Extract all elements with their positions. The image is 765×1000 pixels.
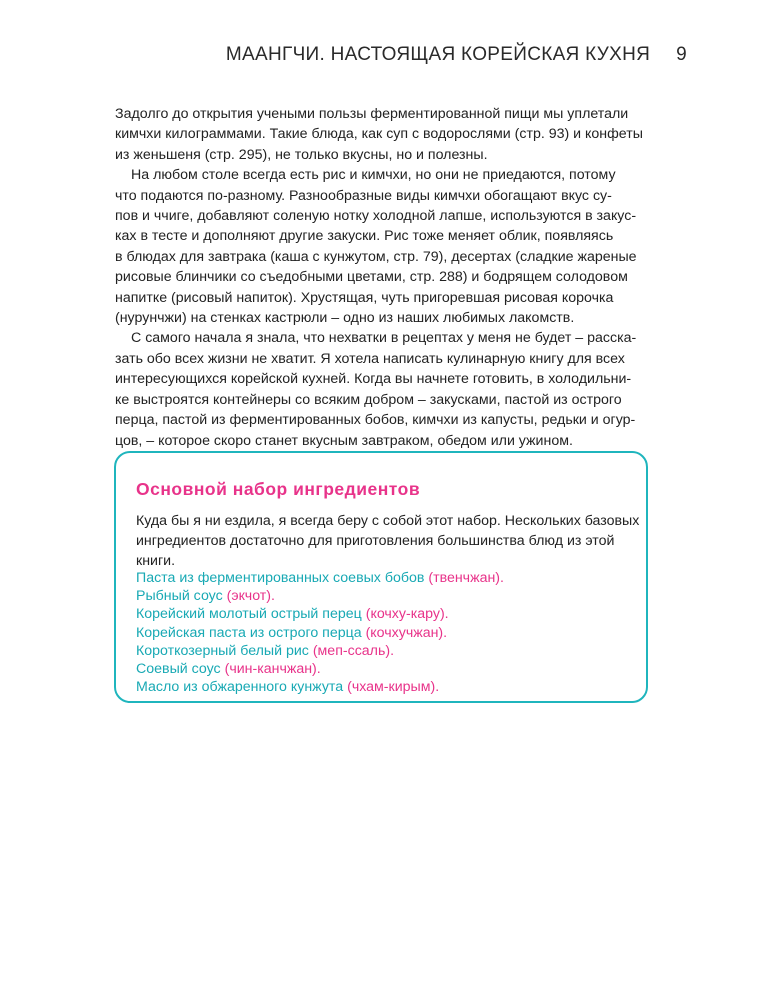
book-title: МААНГЧИ. НАСТОЯЩАЯ КОРЕЙСКАЯ КУХНЯ — [225, 44, 651, 65]
text-line: ке выстроятся контейнеры со всяким добром – закусками, пастой из острого — [115, 391, 622, 408]
text-line: пов и ччиге, добавляют соленую нотку холодной лапше, используются в закус- — [115, 208, 637, 225]
text-line: в блюдах для завтрака (каша с кунжутом, стр. 79), десертах (сладкие жареные — [115, 248, 637, 265]
text-line: интересующихся корейской кухней. Когда вы начнете готовить, в холодильни- — [115, 371, 632, 388]
text-line: Задолго до открытия учеными пользы ферментированной пищи мы уплетали — [115, 106, 629, 122]
ingredient-item — [136, 624, 504, 642]
box-intro — [136, 511, 640, 571]
paragraph — [115, 104, 655, 165]
ingredient-name: Корейская паста из острого перца — [136, 624, 366, 641]
ingredient-korean-name: (кочху-кару). — [365, 606, 449, 623]
text-line: напитке (рисовый напиток). Хрустящая, чуть пригоревшая рисовая корочка — [115, 289, 614, 306]
ingredient-korean-name: (меп-ссаль). — [312, 642, 395, 659]
paragraph — [115, 165, 655, 328]
text-line: С самого начала я знала, что нехватки в рецептах у меня не будет – расска- — [131, 330, 637, 347]
ingredient-name: Масло из обжаренного кунжута — [136, 679, 348, 696]
running-header — [226, 44, 687, 66]
ingredient-korean-name: (чин-канчжан). — [224, 661, 321, 678]
text-line: кимчхи килограммами. Такие блюда, как суп с водорослями (стр. 93) и конфеты — [115, 126, 643, 143]
ingredient-item — [136, 660, 504, 678]
text-line: На любом столе всегда есть рис и кимчхи, но они не приедаются, потому — [131, 167, 616, 184]
text-line: цов, – которое скоро станет вкусным завтраком, обедом или ужином. — [115, 432, 573, 449]
text-line: ках в тесте и дополняют другие закуски. Рис тоже меняет облик, появляясь — [115, 228, 614, 245]
body-text — [115, 104, 655, 451]
text-line: перца, пастой из ферментированных бобов, кимчхи из капусты, редьки и огур- — [115, 412, 636, 429]
ingredient-item — [136, 587, 504, 605]
ingredient-name: Рыбный соус — [136, 588, 227, 605]
text-line: (нурунчжи) на стенках кастрюли – одно из наших любимых лакомств. — [115, 310, 575, 327]
ingredients-sidebar-box — [114, 451, 648, 703]
ingredient-name: Корейский молотый острый перец — [136, 606, 366, 623]
ingredient-name: Короткозерный белый рис — [136, 642, 313, 659]
text-line: из женьшеня (стр. 295), не только вкусны, но и полезны. — [115, 146, 488, 163]
ingredient-korean-name: (твенчжан). — [428, 570, 504, 586]
paragraph — [115, 328, 655, 450]
text-line: рисовые блинчики со съедобными цветами, стр. 288) и бодрящем солодовом — [115, 269, 628, 286]
ingredient-item — [136, 678, 504, 696]
ingredient-list — [136, 569, 504, 696]
ingredient-name: Паста из ферментированных соевых бобов — [136, 570, 429, 586]
ingredient-korean-name: (чхам-кирым). — [347, 679, 440, 696]
ingredient-korean-name: (кочхучжан). — [365, 624, 448, 641]
ingredient-name: Соевый соус — [136, 661, 225, 678]
text-line: зать обо всех жизни не хватит. Я хотела написать кулинарную книгу для всех — [115, 350, 625, 367]
text-line: книги. — [136, 553, 176, 569]
text-line: что подаются по-разному. Разнообразные виды кимчхи обогащают вкус су- — [115, 187, 612, 204]
text-line: ингредиентов достаточно для приготовления большинства блюд из этой — [136, 533, 615, 549]
ingredient-item — [136, 642, 504, 660]
box-title: Основной набор ингредиентов — [136, 479, 421, 499]
ingredient-korean-name: (экчот). — [226, 588, 275, 605]
text-line: Куда бы я ни ездила, я всегда беру с собой этот набор. Нескольких базовых — [136, 513, 640, 529]
ingredient-item — [136, 569, 504, 587]
ingredient-item — [136, 605, 504, 623]
page-number: 9 — [676, 44, 687, 65]
